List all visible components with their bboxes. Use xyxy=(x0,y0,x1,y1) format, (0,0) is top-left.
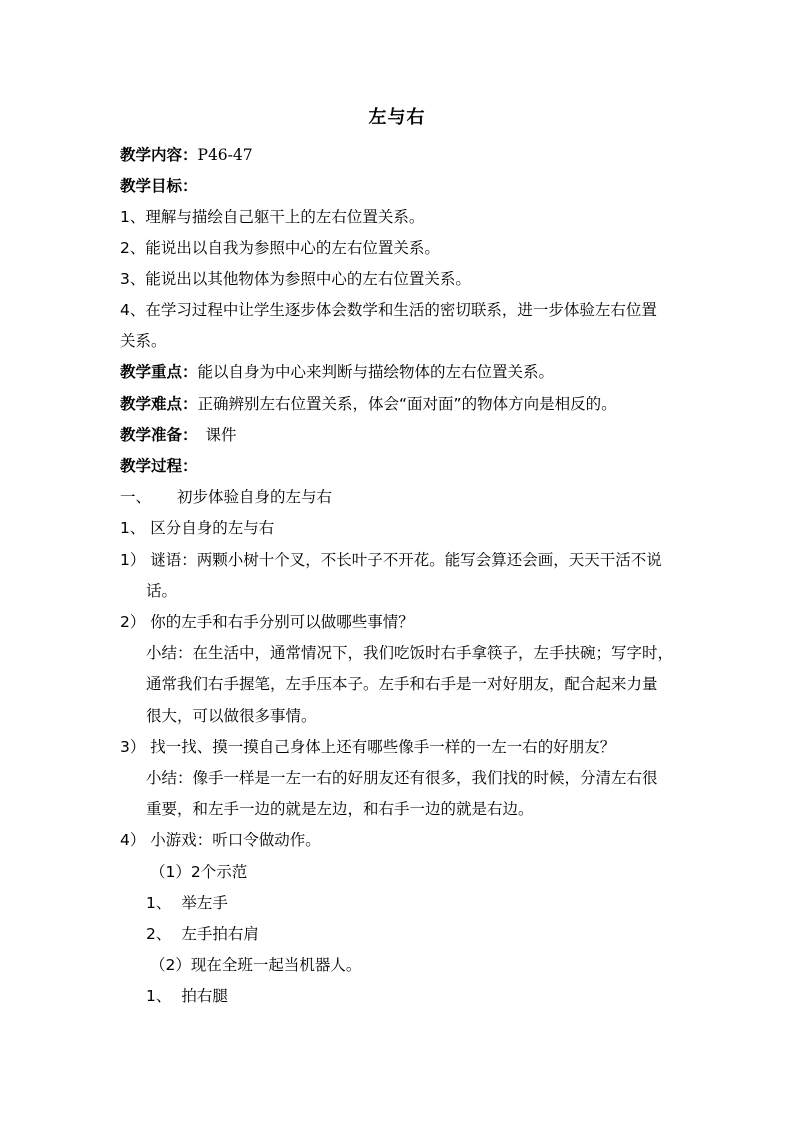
item-2: 2） 你的左手和右手分别可以做哪些事情？ xyxy=(120,613,414,631)
objective-4: 4、在学习过程中让学生逐步体会数学和生活的密切联系，进一步体验左右位置 xyxy=(120,301,657,319)
summary-1-line-2: 通常我们右手握笔，左手压本子。左手和右手是一对好朋友，配合起来力量 xyxy=(146,675,658,693)
objective-4-cont: 关系。 xyxy=(120,332,167,350)
key-label: 教学重点： xyxy=(120,363,198,381)
summary-1-line-1: 小结：在生活中，通常情况下，我们吃饭时右手拿筷子，左手扶碗；写字时， xyxy=(146,644,674,662)
objective-3: 3、能说出以其他物体为参照中心的左右位置关系。 xyxy=(120,270,471,288)
content-label: 教学内容： xyxy=(120,146,198,164)
section-1-text: 初步体验自身的左与右 xyxy=(177,488,333,506)
game-2-step-a-text: 拍右腿 xyxy=(181,987,228,1005)
game-2: （2）现在全班一起当机器人。 xyxy=(150,956,362,974)
content-line xyxy=(120,145,253,165)
objective-1: 1、理解与描绘自己躯干上的左右位置关系。 xyxy=(120,208,425,226)
prep-label: 教学准备： xyxy=(120,426,198,444)
section-1 xyxy=(120,487,332,507)
key-line xyxy=(120,362,554,382)
item-4: 4） 小游戏：听口令做动作。 xyxy=(120,831,321,849)
process-label: 教学过程： xyxy=(120,457,198,475)
summary-1-line-3: 很大，可以做很多事情。 xyxy=(146,707,317,725)
game-1-step-b-text: 左手拍右肩 xyxy=(181,925,259,943)
game-1-step-a-text: 举左手 xyxy=(181,894,228,912)
objective-2: 2、能说出以自我为参照中心的左右位置关系。 xyxy=(120,239,440,257)
item-3: 3） 找一找、摸一摸自己身体上还有哪些像手一样的一左一右的好朋友？ xyxy=(120,738,616,756)
difficulty-label: 教学难点： xyxy=(120,395,198,413)
game-1-step-a xyxy=(146,893,228,913)
summary-2-line-2: 重要，和左手一边的就是左边，和右手一边的就是右边。 xyxy=(146,800,534,818)
section-1-number: 一、 xyxy=(120,488,152,506)
subsection-1: 1、 区分自身的左与右 xyxy=(120,519,275,537)
game-1-step-a-number: 1、 xyxy=(146,894,172,912)
prep-line xyxy=(120,425,237,445)
key-value: 能以自身为中心来判断与描绘物体的左右位置关系。 xyxy=(197,363,555,381)
summary-2-line-1: 小结：像手一样是一左一右的好朋友还有很多，我们找的时候，分清左右很 xyxy=(146,769,658,787)
item-1-cont: 话。 xyxy=(146,582,178,600)
prep-value: 课件 xyxy=(205,426,237,444)
game-1-step-b xyxy=(146,924,259,944)
document-title: 左与右 xyxy=(368,107,426,128)
content-value: P46-47 xyxy=(197,146,253,164)
difficulty-value: 正确辨别左右位置关系，体会“面对面”的物体方向是相反的。 xyxy=(197,395,617,413)
objectives-label: 教学目标： xyxy=(120,177,198,195)
item-1: 1） 谜语：两颗小树十个叉，不长叶子不开花。能写会算还会画，天天干活不说 xyxy=(120,551,662,569)
game-2-step-a-number: 1、 xyxy=(146,987,172,1005)
difficulty-line xyxy=(120,394,617,414)
game-2-step-a xyxy=(146,986,228,1006)
game-1: （1）2个示范 xyxy=(150,863,248,881)
game-1-step-b-number: 2、 xyxy=(146,925,172,943)
